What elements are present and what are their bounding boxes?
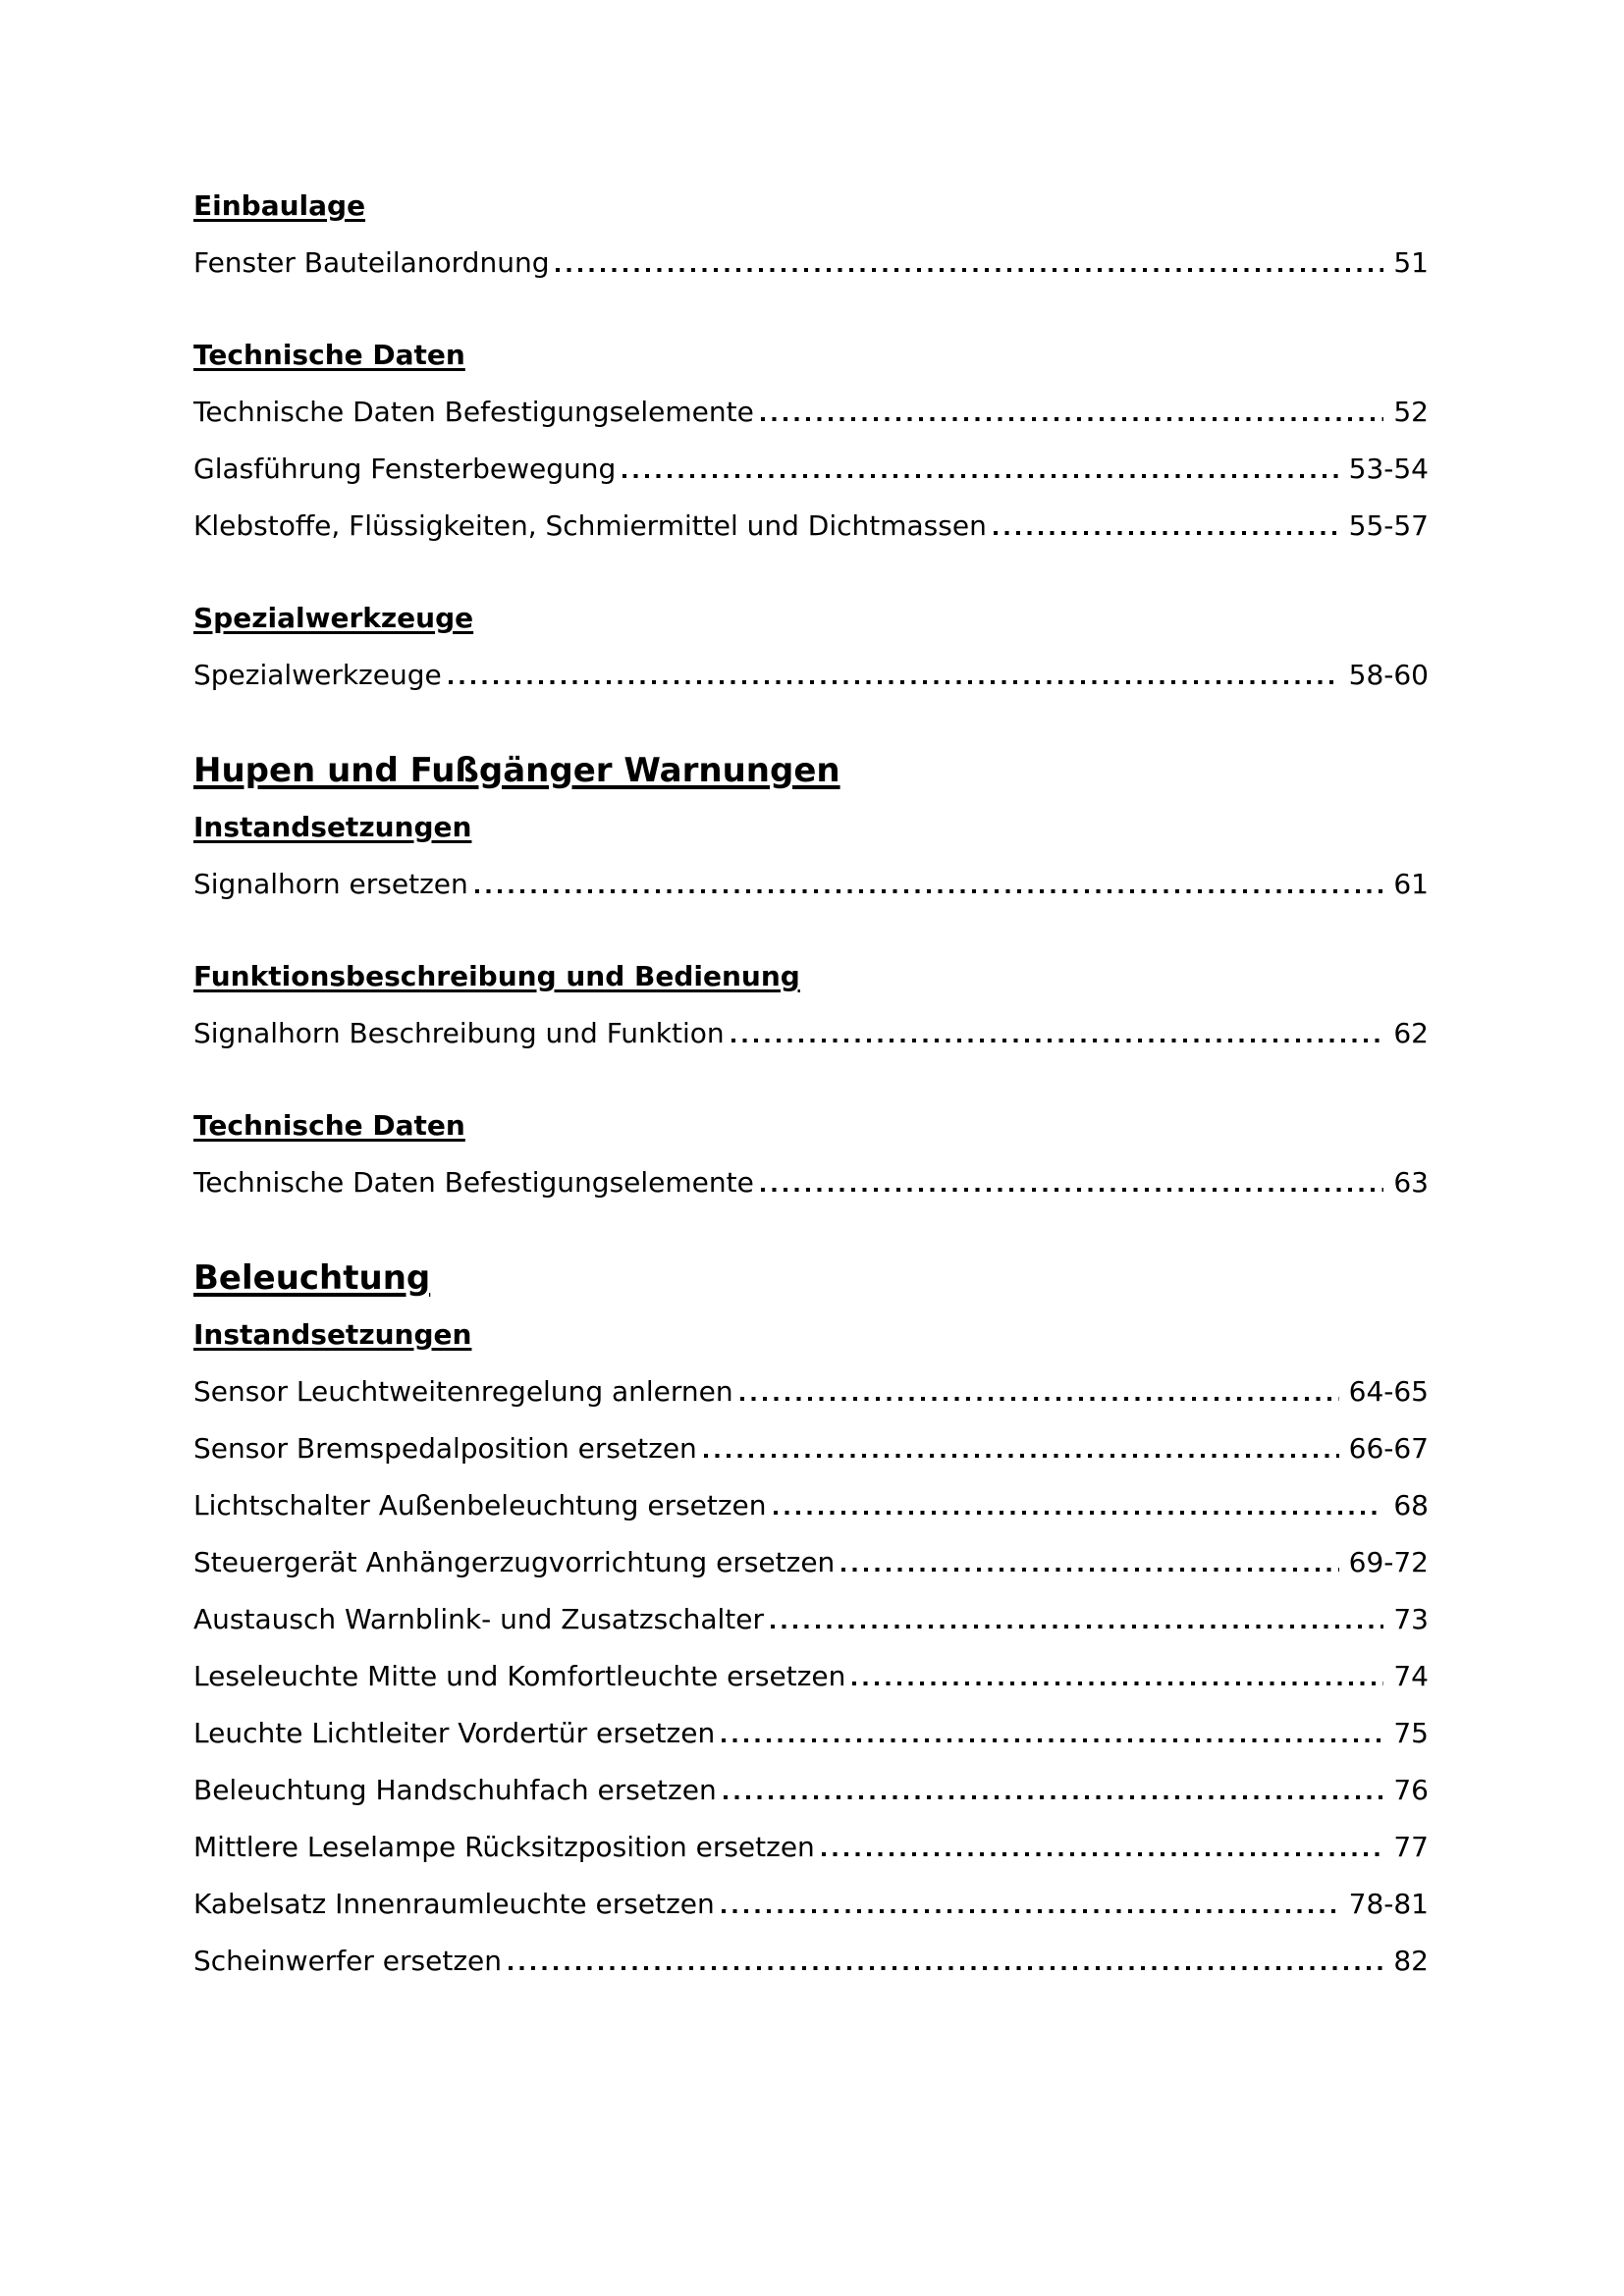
section-heading-text: Instandsetzungen xyxy=(193,811,472,843)
section-heading-text: Einbaulage xyxy=(193,189,366,222)
toc-entry[interactable] xyxy=(193,1946,1429,1977)
toc-entry[interactable] xyxy=(193,1604,1429,1635)
toc-entry-label: Steuergerät Anhängerzugvorrichtung ersetzen xyxy=(193,1546,836,1578)
dot-leader xyxy=(761,397,1384,428)
dot-leader xyxy=(740,1376,1339,1408)
section-heading-spezialwerkzeuge xyxy=(193,603,1429,634)
toc-entry-label: Mittlere Leselampe Rücksitzposition ersetzen xyxy=(193,1831,815,1863)
toc-entry[interactable] xyxy=(193,1547,1429,1578)
toc-entry-label: Beleuchtung Handschuhfach ersetzen xyxy=(193,1774,717,1806)
toc-entry[interactable] xyxy=(193,510,1429,542)
toc-entry[interactable] xyxy=(193,1775,1429,1806)
dot-leader xyxy=(774,1490,1384,1522)
toc-entry-label: Leseleuchte Mitte und Komfortleuchte ersetzen xyxy=(193,1660,846,1692)
dot-leader xyxy=(724,1775,1384,1806)
chapter-heading-beleuchtung xyxy=(193,1259,1429,1297)
dot-leader xyxy=(556,247,1383,279)
section-heading-text: Technische Daten xyxy=(193,339,465,371)
toc-entry[interactable] xyxy=(193,1376,1429,1408)
toc-entry[interactable] xyxy=(193,1018,1429,1049)
section-heading-einbaulage xyxy=(193,190,1429,222)
toc-entry-label: Sensor Leuchtweitenregelung anlernen xyxy=(193,1375,733,1408)
dot-leader xyxy=(822,1832,1384,1863)
toc-entry-page: 77 xyxy=(1393,1831,1429,1863)
toc-entry-page: 78-81 xyxy=(1348,1888,1429,1920)
toc-entry[interactable] xyxy=(193,1661,1429,1692)
toc-entry-page: 55-57 xyxy=(1348,509,1429,542)
toc-entry[interactable] xyxy=(193,454,1429,485)
toc-entry-page: 63 xyxy=(1393,1166,1429,1199)
section-heading-text: Technische Daten xyxy=(193,1109,465,1142)
dot-leader xyxy=(852,1661,1383,1692)
toc-entry-label: Signalhorn Beschreibung und Funktion xyxy=(193,1017,725,1049)
toc-entry-page: 73 xyxy=(1393,1603,1429,1635)
toc-entry[interactable] xyxy=(193,1889,1429,1920)
dot-leader xyxy=(722,1889,1339,1920)
dot-leader xyxy=(475,869,1384,900)
toc-entry[interactable] xyxy=(193,1490,1429,1522)
toc-entry[interactable] xyxy=(193,869,1429,900)
toc-entry[interactable] xyxy=(193,1718,1429,1749)
toc-entry-page: 61 xyxy=(1393,868,1429,900)
toc-entry-page: 51 xyxy=(1393,246,1429,279)
toc-entry-page: 76 xyxy=(1393,1774,1429,1806)
dot-leader xyxy=(704,1433,1339,1465)
section-heading-text: Instandsetzungen xyxy=(193,1318,472,1351)
toc-entry-label: Scheinwerfer ersetzen xyxy=(193,1945,503,1977)
section-heading-instandsetzungen xyxy=(193,1319,1429,1351)
dot-leader xyxy=(449,660,1339,691)
toc-entry-label: Technische Daten Befestigungselemente xyxy=(193,1166,754,1199)
toc-entry[interactable] xyxy=(193,1167,1429,1199)
toc-entry[interactable] xyxy=(193,397,1429,428)
toc-entry-label: Fenster Bauteilanordnung xyxy=(193,246,550,279)
toc-entry[interactable] xyxy=(193,1433,1429,1465)
toc-entry-label: Klebstoffe, Flüssigkeiten, Schmiermittel und Dichtmassen xyxy=(193,509,987,542)
dot-leader xyxy=(771,1604,1383,1635)
dot-leader xyxy=(994,510,1339,542)
toc-entry-page: 66-67 xyxy=(1348,1432,1429,1465)
toc-entry-page: 68 xyxy=(1393,1489,1429,1522)
toc-entry-page: 82 xyxy=(1393,1945,1429,1977)
chapter-heading-hupen-und-fussgaenger-warnungen xyxy=(193,752,1429,789)
dot-leader xyxy=(509,1946,1383,1977)
chapter-heading-text: Hupen und Fußgänger Warnungen xyxy=(193,751,840,790)
chapter-heading-text: Beleuchtung xyxy=(193,1258,431,1298)
toc-entry-label: Lichtschalter Außenbeleuchtung ersetzen xyxy=(193,1489,767,1522)
toc-entry-page: 64-65 xyxy=(1348,1375,1429,1408)
toc-entry-page: 69-72 xyxy=(1348,1546,1429,1578)
dot-leader xyxy=(841,1547,1338,1578)
toc-entry[interactable] xyxy=(193,660,1429,691)
dot-leader xyxy=(761,1167,1384,1199)
section-heading-text: Spezialwerkzeuge xyxy=(193,602,474,634)
toc-entry-label: Glasführung Fensterbewegung xyxy=(193,453,617,485)
dot-leader xyxy=(623,454,1338,485)
toc-entry-page: 74 xyxy=(1393,1660,1429,1692)
toc-entry-page: 53-54 xyxy=(1348,453,1429,485)
toc-entry-page: 62 xyxy=(1393,1017,1429,1049)
section-heading-instandsetzungen xyxy=(193,812,1429,843)
toc-entry[interactable] xyxy=(193,1832,1429,1863)
section-heading-technische-daten xyxy=(193,340,1429,371)
toc-entry-label: Signalhorn ersetzen xyxy=(193,868,468,900)
dot-leader xyxy=(722,1718,1383,1749)
toc-entry-label: Austausch Warnblink- und Zusatzschalter xyxy=(193,1603,765,1635)
toc-entry-label: Technische Daten Befestigungselemente xyxy=(193,396,754,428)
section-heading-technische-daten xyxy=(193,1110,1429,1142)
toc-entry-label: Sensor Bremspedalposition ersetzen xyxy=(193,1432,697,1465)
toc-entry-label: Spezialwerkzeuge xyxy=(193,659,442,691)
toc-entry[interactable] xyxy=(193,247,1429,279)
toc-entry-label: Kabelsatz Innenraumleuchte ersetzen xyxy=(193,1888,715,1920)
section-heading-text: Funktionsbeschreibung und Bedienung xyxy=(193,960,800,992)
toc-entry-page: 75 xyxy=(1393,1717,1429,1749)
toc-entry-page: 52 xyxy=(1393,396,1429,428)
section-heading-funktionsbeschreibung-und-bedienung xyxy=(193,961,1429,992)
toc-entry-label: Leuchte Lichtleiter Vordertür ersetzen xyxy=(193,1717,716,1749)
toc-entry-page: 58-60 xyxy=(1348,659,1429,691)
dot-leader xyxy=(731,1018,1384,1049)
